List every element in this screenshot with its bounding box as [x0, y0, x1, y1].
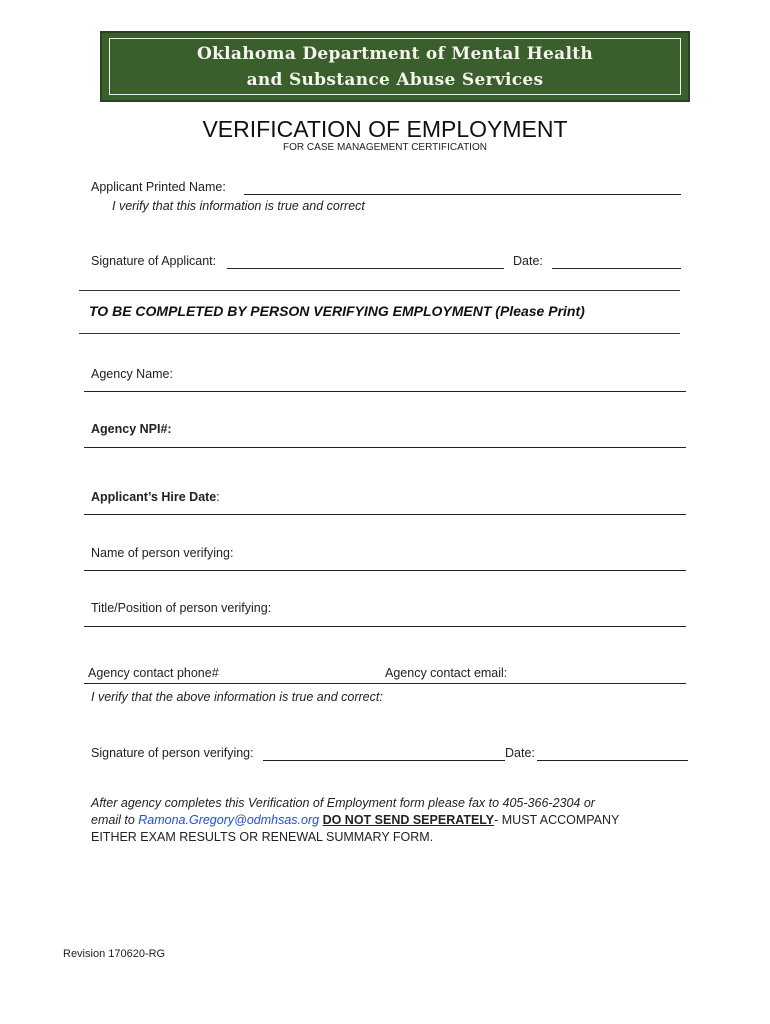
contact-phone-label: Agency contact phone#: [88, 666, 219, 680]
verifier-date-label: Date:: [505, 746, 535, 760]
footer-instructions: [91, 795, 619, 846]
applicant-name-field[interactable]: [244, 194, 681, 195]
hire-date-label-text: Applicant’s Hire Date: [91, 490, 217, 504]
section-heading: TO BE COMPLETED BY PERSON VERIFYING EMPLOYMENT (Please Print): [89, 303, 585, 319]
do-not-send-warning: DO NOT SEND SEPERATELY: [322, 813, 495, 827]
agency-npi-field[interactable]: [84, 447, 686, 448]
verifier-signature-label: Signature of person verifying:: [91, 746, 254, 760]
applicant-date-label: Date:: [513, 254, 543, 268]
instruction-must-accompany: - MUST ACCOMPANY: [494, 813, 620, 827]
agency-banner: [100, 31, 690, 102]
hire-date-label: [91, 490, 220, 504]
verifier-title-field[interactable]: [84, 626, 686, 627]
agency-name-field[interactable]: [84, 391, 686, 392]
applicant-name-label: Applicant Printed Name:: [91, 180, 226, 194]
verifier-date-field[interactable]: [537, 760, 688, 761]
agency-npi-label: Agency NPI#:: [91, 422, 172, 436]
form-subtitle: FOR CASE MANAGEMENT CERTIFICATION: [283, 142, 487, 153]
instruction-line-3: EITHER EXAM RESULTS OR RENEWAL SUMMARY FORM.: [91, 830, 434, 844]
verifier-name-field[interactable]: [84, 570, 686, 571]
revision-label: Revision 170620-RG: [63, 948, 166, 960]
applicant-date-field[interactable]: [552, 268, 681, 269]
instruction-email-prefix: email to: [91, 813, 139, 827]
instruction-line-2: [91, 812, 619, 829]
hire-date-colon: :: [216, 490, 220, 504]
section-top-rule: [79, 290, 680, 291]
contact-email-link[interactable]: Ramona.Gregory@odmhsas.org: [138, 813, 320, 827]
hire-date-field[interactable]: [84, 514, 686, 515]
banner-frame: [109, 38, 681, 95]
agency-name-label: Agency Name:: [91, 367, 173, 381]
banner-line-2: and Substance Abuse Services: [246, 69, 544, 90]
applicant-signature-label: Signature of Applicant:: [91, 254, 217, 268]
section-bottom-rule: [79, 333, 680, 334]
contact-field[interactable]: [84, 683, 686, 684]
verifier-name-label: Name of person verifying:: [91, 546, 234, 560]
applicant-verify-statement: I verify that this information is true and correct: [112, 199, 365, 213]
verifier-signature-field[interactable]: [263, 760, 505, 761]
form-title: VERIFICATION OF EMPLOYMENT: [202, 116, 568, 142]
verifier-verify-statement: I verify that the above information is true and correct:: [91, 690, 383, 704]
contact-email-label: Agency contact email:: [385, 666, 508, 680]
verifier-title-label: Title/Position of person verifying:: [91, 601, 272, 615]
applicant-signature-field[interactable]: [227, 268, 504, 269]
instruction-line-1: After agency completes this Verification of Employment form please fax to 405-366-2304 or: [91, 796, 595, 810]
banner-line-1: Oklahoma Department of Mental Health: [196, 43, 594, 64]
